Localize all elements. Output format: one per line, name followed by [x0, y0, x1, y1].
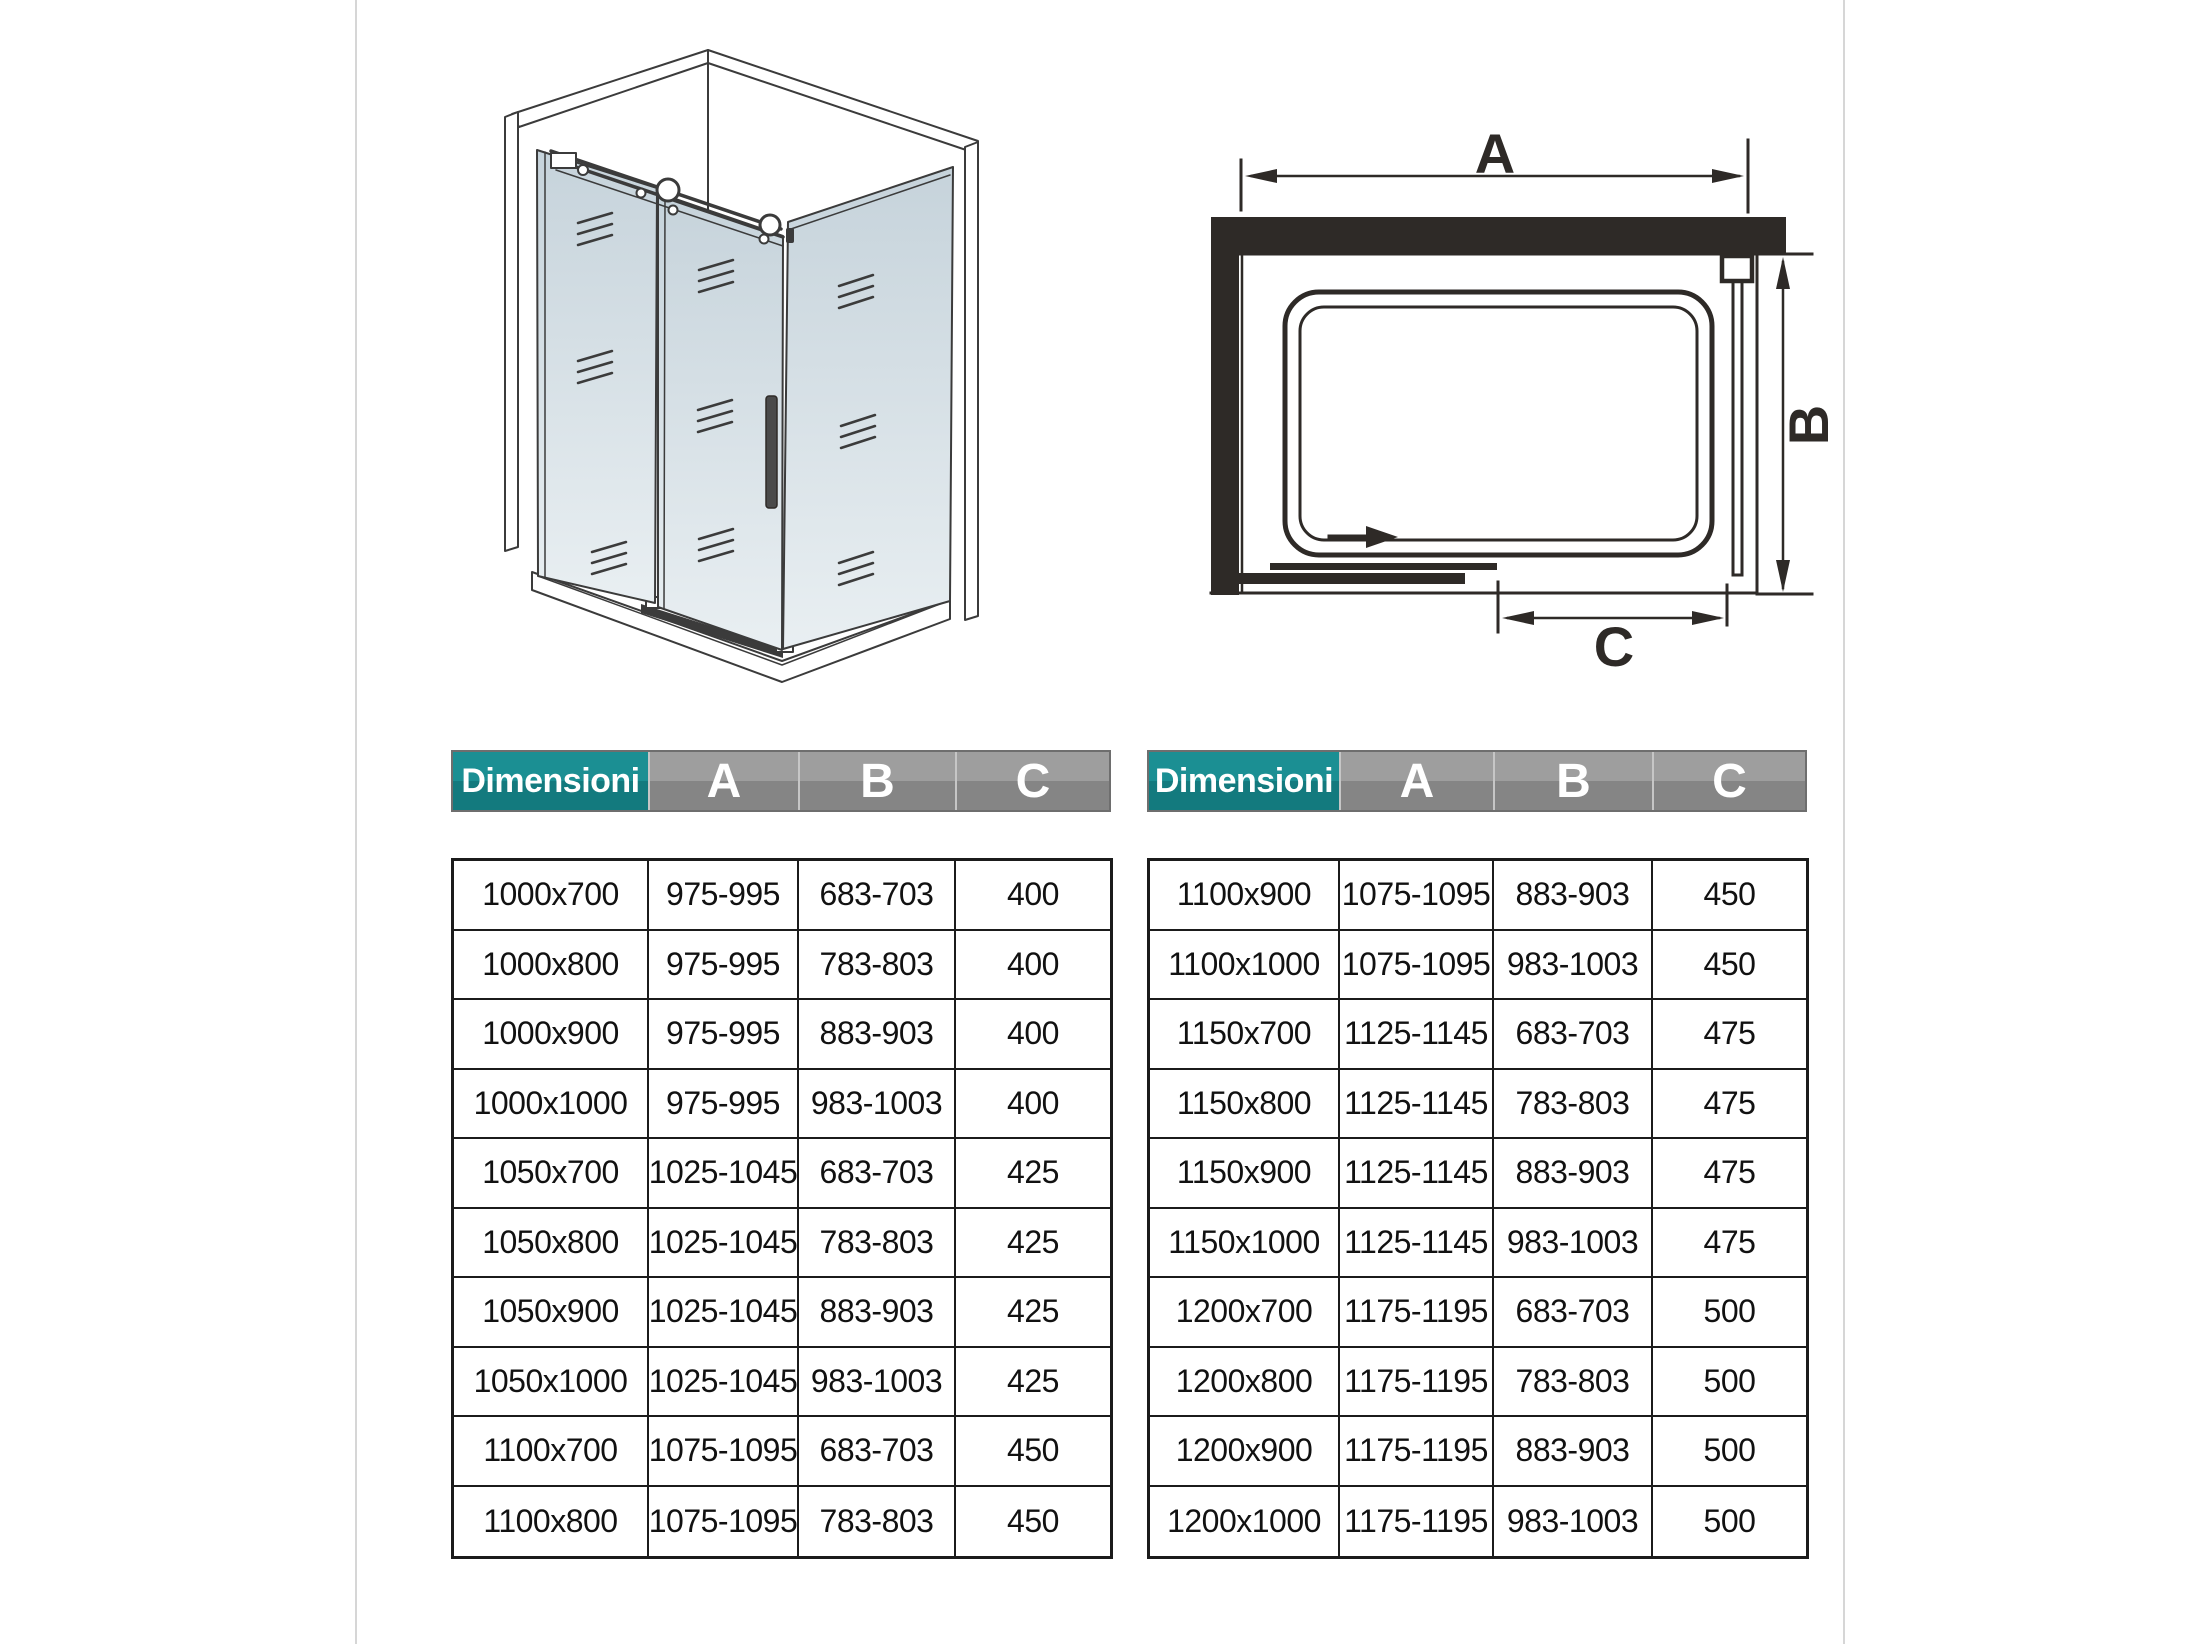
top-view-diagram	[1195, 85, 1865, 695]
table-row	[1150, 1278, 1806, 1348]
header-b: B	[1493, 752, 1652, 810]
table-cell: 883-903	[799, 1000, 956, 1070]
table-row	[1150, 1070, 1806, 1140]
header-c: C	[955, 752, 1109, 810]
table-row	[1150, 861, 1806, 931]
slide-direction-arrow	[1330, 526, 1398, 548]
table-header-right	[1147, 750, 1807, 812]
table-cell: 450	[1653, 861, 1806, 931]
table-cell: 1075-1095	[649, 1417, 799, 1487]
table-cell: 1075-1095	[1340, 931, 1494, 1001]
table-cell: 450	[1007, 1502, 1059, 1539]
table-cell: 1200x900	[1150, 1417, 1340, 1487]
table-cell: 1175-1195	[1340, 1348, 1494, 1418]
rail-knob-1	[637, 189, 646, 198]
table-row	[454, 1348, 1110, 1418]
table-cell: 1150x1000	[1150, 1209, 1340, 1279]
table-cell: 1200x700	[1150, 1278, 1340, 1348]
wall-top-right	[708, 50, 978, 154]
table-row	[454, 1487, 1110, 1557]
wall-post-left	[505, 112, 518, 551]
door-stopper	[786, 228, 794, 243]
table-cell: 683-703	[799, 861, 956, 931]
table-cell: 683-703	[1494, 1278, 1653, 1348]
table-body-left	[451, 858, 1113, 1559]
table-cell: 1000x800	[454, 931, 649, 1001]
sliding-door-panel-2	[1238, 573, 1465, 584]
dim-label-a: A	[1474, 122, 1516, 185]
table-cell: 500	[1653, 1417, 1806, 1487]
dimensions-table-left	[451, 750, 1113, 1559]
table-cell: 1025-1045	[649, 1209, 799, 1279]
table-cell: 975-995	[649, 931, 799, 1001]
table-cell: 1025-1045	[649, 1348, 799, 1418]
header-b: B	[798, 752, 955, 810]
table-cell: 1025-1045	[649, 1278, 799, 1348]
table-cell: 983-1003	[1494, 931, 1653, 1001]
table-cell: 450	[1653, 931, 1806, 1001]
table-cell: 1125-1145	[1340, 1139, 1494, 1209]
table-cell: 1050x700	[454, 1139, 649, 1209]
table-row	[454, 1209, 1110, 1279]
table-cell: 1000x900	[454, 1000, 649, 1070]
table-row	[1150, 1139, 1806, 1209]
dimensions-table-right	[1147, 750, 1809, 1559]
table-cell: 1150x900	[1150, 1139, 1340, 1209]
table-cell: 1050x900	[454, 1278, 649, 1348]
table-cell: 1050x800	[454, 1209, 649, 1279]
table-cell: 975-995	[649, 1000, 799, 1070]
table-cell: 1175-1195	[1340, 1487, 1494, 1557]
table-cell: 1000x700	[454, 861, 649, 931]
table-cell: 883-903	[1494, 1417, 1653, 1487]
table-header-left	[451, 750, 1111, 812]
table-row	[454, 1000, 1110, 1070]
rail-knob-3	[760, 235, 769, 244]
table-cell: 500	[1703, 1502, 1756, 1539]
table-cell: 975-995	[649, 1070, 799, 1140]
table-cell: 425	[956, 1348, 1110, 1418]
table-cell: 1025-1045	[649, 1139, 799, 1209]
wall-bracket-screw	[578, 165, 588, 175]
door-handle	[766, 396, 777, 508]
table-cell: 1050x1000	[454, 1348, 649, 1418]
table-cell: 1100x800	[454, 1487, 649, 1557]
wall-section	[1211, 217, 1786, 595]
rail-knob-2	[669, 206, 678, 215]
table-row	[454, 1070, 1110, 1140]
table-cell: 975-995	[649, 861, 799, 931]
table-cell: 500	[1653, 1348, 1806, 1418]
table-cell: 400	[956, 861, 1110, 931]
table-row	[1150, 1348, 1806, 1418]
table-row	[1150, 1417, 1806, 1487]
table-cell: 983-1003	[799, 1070, 956, 1140]
glass-panel-sliding-door	[658, 193, 783, 650]
header-a: A	[648, 752, 798, 810]
table-cell: 425	[956, 1209, 1110, 1279]
table-cell: 883-903	[1494, 1139, 1653, 1209]
table-cell: 1175-1195	[1340, 1278, 1494, 1348]
side-panel-glass	[1733, 279, 1742, 575]
table-cell: 1125-1145	[1340, 1070, 1494, 1140]
table-cell: 425	[956, 1139, 1110, 1209]
roller-wheel-right	[760, 215, 780, 235]
table-cell: 983-1003	[799, 1348, 956, 1418]
dim-label-b: B	[1777, 404, 1840, 446]
table-cell: 1075-1095	[649, 1487, 799, 1557]
roller-wheel-left	[657, 179, 679, 201]
table-cell: 450	[956, 1417, 1110, 1487]
table-cell: 683-703	[1494, 1000, 1653, 1070]
table-cell: 1150x800	[1150, 1070, 1340, 1140]
table-row	[1150, 931, 1806, 1001]
table-cell: 783-803	[799, 1487, 956, 1557]
header-dimensioni: Dimensioni	[1149, 752, 1339, 810]
table-cell: 783-803	[1494, 1348, 1653, 1418]
table-cell: 475	[1653, 1000, 1806, 1070]
table-cell: 1125-1145	[1340, 1000, 1494, 1070]
table-cell: 1000x1000	[454, 1070, 649, 1140]
table-row	[454, 861, 1110, 931]
table-cell: 783-803	[799, 1209, 956, 1279]
table-cell: 400	[956, 931, 1110, 1001]
table-cell: 983-1003	[1494, 1487, 1653, 1557]
table-cell: 425	[956, 1278, 1110, 1348]
wall-post-right	[965, 142, 978, 620]
table-cell: 1150x700	[1150, 1000, 1340, 1070]
wall-top-left	[512, 50, 708, 127]
table-row	[1150, 1487, 1806, 1557]
content-border-left	[355, 0, 357, 1644]
table-cell: 1100x700	[454, 1417, 649, 1487]
table-cell: 783-803	[1494, 1070, 1653, 1140]
isometric-shower-diagram	[480, 20, 1040, 720]
table-cell: 475	[1653, 1139, 1806, 1209]
side-panel-bracket	[1722, 256, 1752, 281]
table-row	[454, 1139, 1110, 1209]
table-cell: 883-903	[799, 1278, 956, 1348]
table-body-right	[1147, 858, 1809, 1559]
table-cell: 983-1003	[1494, 1209, 1653, 1279]
table-cell: 783-803	[799, 931, 956, 1001]
table-row	[454, 1278, 1110, 1348]
table-cell: 500	[1653, 1278, 1806, 1348]
header-dimensioni: Dimensioni	[453, 752, 648, 810]
header-c: C	[1652, 752, 1805, 810]
table-row	[1150, 1209, 1806, 1279]
table-cell: 1175-1195	[1340, 1417, 1494, 1487]
table-cell: 883-903	[1494, 861, 1653, 931]
table-cell: 1100x900	[1150, 861, 1340, 931]
table-cell: 1100x1000	[1150, 931, 1340, 1001]
table-cell: 1200x800	[1150, 1348, 1340, 1418]
header-a: A	[1339, 752, 1493, 810]
table-cell: 475	[1653, 1070, 1806, 1140]
table-cell: 683-703	[799, 1139, 956, 1209]
sliding-door-panel-1	[1270, 563, 1497, 570]
table-cell: 400	[956, 1000, 1110, 1070]
table-cell: 1125-1145	[1340, 1209, 1494, 1279]
tray-outline	[1285, 292, 1712, 555]
wall-bracket	[551, 153, 576, 168]
table-cell: 1075-1095	[1340, 861, 1494, 931]
table-cell: 683-703	[799, 1417, 956, 1487]
table-cell: 400	[956, 1070, 1110, 1140]
table-cell: 475	[1653, 1209, 1806, 1279]
table-row	[454, 931, 1110, 1001]
table-row	[1150, 1000, 1806, 1070]
table-row	[454, 1417, 1110, 1487]
table-cell: 1200x1000	[1150, 1487, 1340, 1557]
dim-label-c: C	[1593, 615, 1635, 678]
